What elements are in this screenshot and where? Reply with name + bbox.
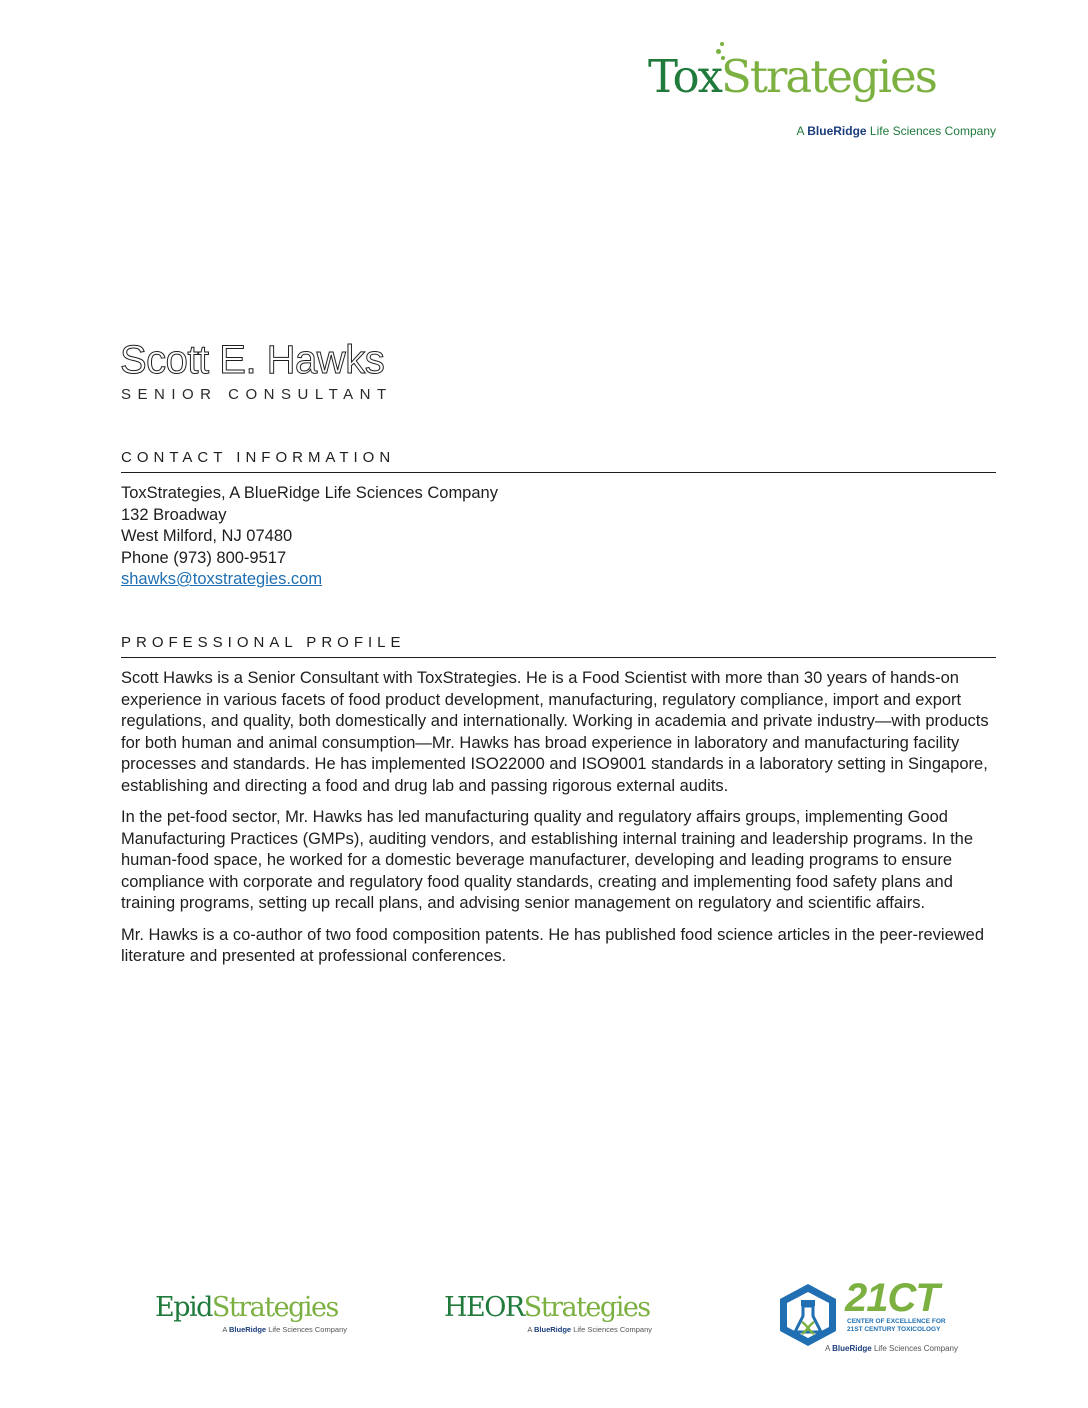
profile-heading: PROFESSIONAL PROFILE (121, 634, 996, 658)
toxstrategies-logo (648, 42, 998, 142)
epid-tag-rest: Life Sciences Company (268, 1325, 347, 1334)
tagline-rest: Life Sciences Company (869, 124, 996, 138)
contact-city: West Milford, NJ 07480 (121, 527, 293, 545)
epid-tagline (155, 1325, 347, 1334)
epid-word-a: Epid (155, 1292, 212, 1323)
logo-wordmark (648, 50, 936, 103)
logo-word-tox: Tox (648, 50, 721, 103)
21ct-wordmark: 21CT (845, 1276, 939, 1320)
contact-email-link[interactable]: shawks@toxstrategies.com (121, 570, 323, 588)
21ct-line2: 21ST CENTURY TOXICOLOGY (847, 1326, 941, 1333)
heor-word-b: Strategies (523, 1292, 650, 1323)
epidstrategies-logo (155, 1294, 347, 1334)
logo-word-strategies: Strategies (721, 50, 936, 103)
21ct-logo (777, 1276, 967, 1354)
logo-tagline (797, 124, 996, 138)
epid-wordmark (155, 1294, 347, 1321)
ct-tag-prefix: A (825, 1344, 830, 1353)
flask-dna-icon (777, 1282, 839, 1348)
epid-tag-brand: BlueRidge (229, 1325, 267, 1334)
profile-paragraph: Mr. Hawks is a co-author of two food composition patents. He has published food science articles in the peer-reviewed literature and presented at professional conferences. (121, 925, 985, 965)
heor-tagline (444, 1325, 652, 1334)
ct-tag-brand: BlueRidge (832, 1344, 872, 1353)
profile-paragraph: Scott Hawks is a Senior Consultant with ToxStrategies. He is a Food Scientist with more than 30 years of hands-on experience in various facets of food product development, manufacturing, regulatory compliance, import and export regulations, and quality, both domestically and internationally. Working in academia and private industry—with products for both human and animal consumption—Mr. Hawks has broad experience in laboratory and manufacturing facility processes and standards. He has implemented ISO22000 and ISO9001 standards in a laboratory setting in Singapore, establishing and directing a food and drug lab and passing rigorous external audits. (121, 669, 989, 795)
tagline-brand: BlueRidge (807, 124, 867, 138)
heor-tag-rest: Life Sciences Company (573, 1325, 652, 1334)
person-title: SENIOR CONSULTANT (121, 386, 393, 403)
heor-wordmark (444, 1294, 652, 1321)
contact-company: ToxStrategies, A BlueRidge Life Sciences Company (121, 484, 498, 502)
21ct-line1: CENTER OF EXCELLENCE FOR (847, 1318, 946, 1325)
ct-tag-rest: Life Sciences Company (873, 1344, 958, 1353)
person-name: Scott E. Hawks (120, 338, 385, 382)
epid-word-b: Strategies (211, 1292, 338, 1323)
contact-block (121, 483, 498, 591)
heor-word-a: HEOR (444, 1292, 524, 1323)
heor-tag-brand: BlueRidge (534, 1325, 572, 1334)
21ct-tagline (825, 1344, 958, 1353)
contact-heading: CONTACT INFORMATION (121, 449, 996, 473)
contact-phone: Phone (973) 800-9517 (121, 548, 287, 567)
epid-tag-prefix: A (222, 1325, 227, 1334)
profile-paragraph: In the pet-food sector, Mr. Hawks has led manufacturing quality and regulatory affairs groups, implementing Good Manufacturing Practices (GMPs), auditing vendors, and establishing internal training and leadership programs. In the human-food space, he worked for a domestic beverage manufacturer, developing and leading programs to ensure compliance with corporate and regulatory food quality standards, creating and implementing food safety plans and training programs, setting up recall plans, and advising senior management on regulatory and scientific affairs. (121, 808, 974, 912)
heorstrategies-logo (444, 1294, 652, 1334)
heor-tag-prefix: A (527, 1325, 532, 1334)
contact-street: 132 Broadway (121, 505, 227, 524)
tagline-prefix: A (796, 124, 804, 138)
profile-body (121, 668, 997, 978)
